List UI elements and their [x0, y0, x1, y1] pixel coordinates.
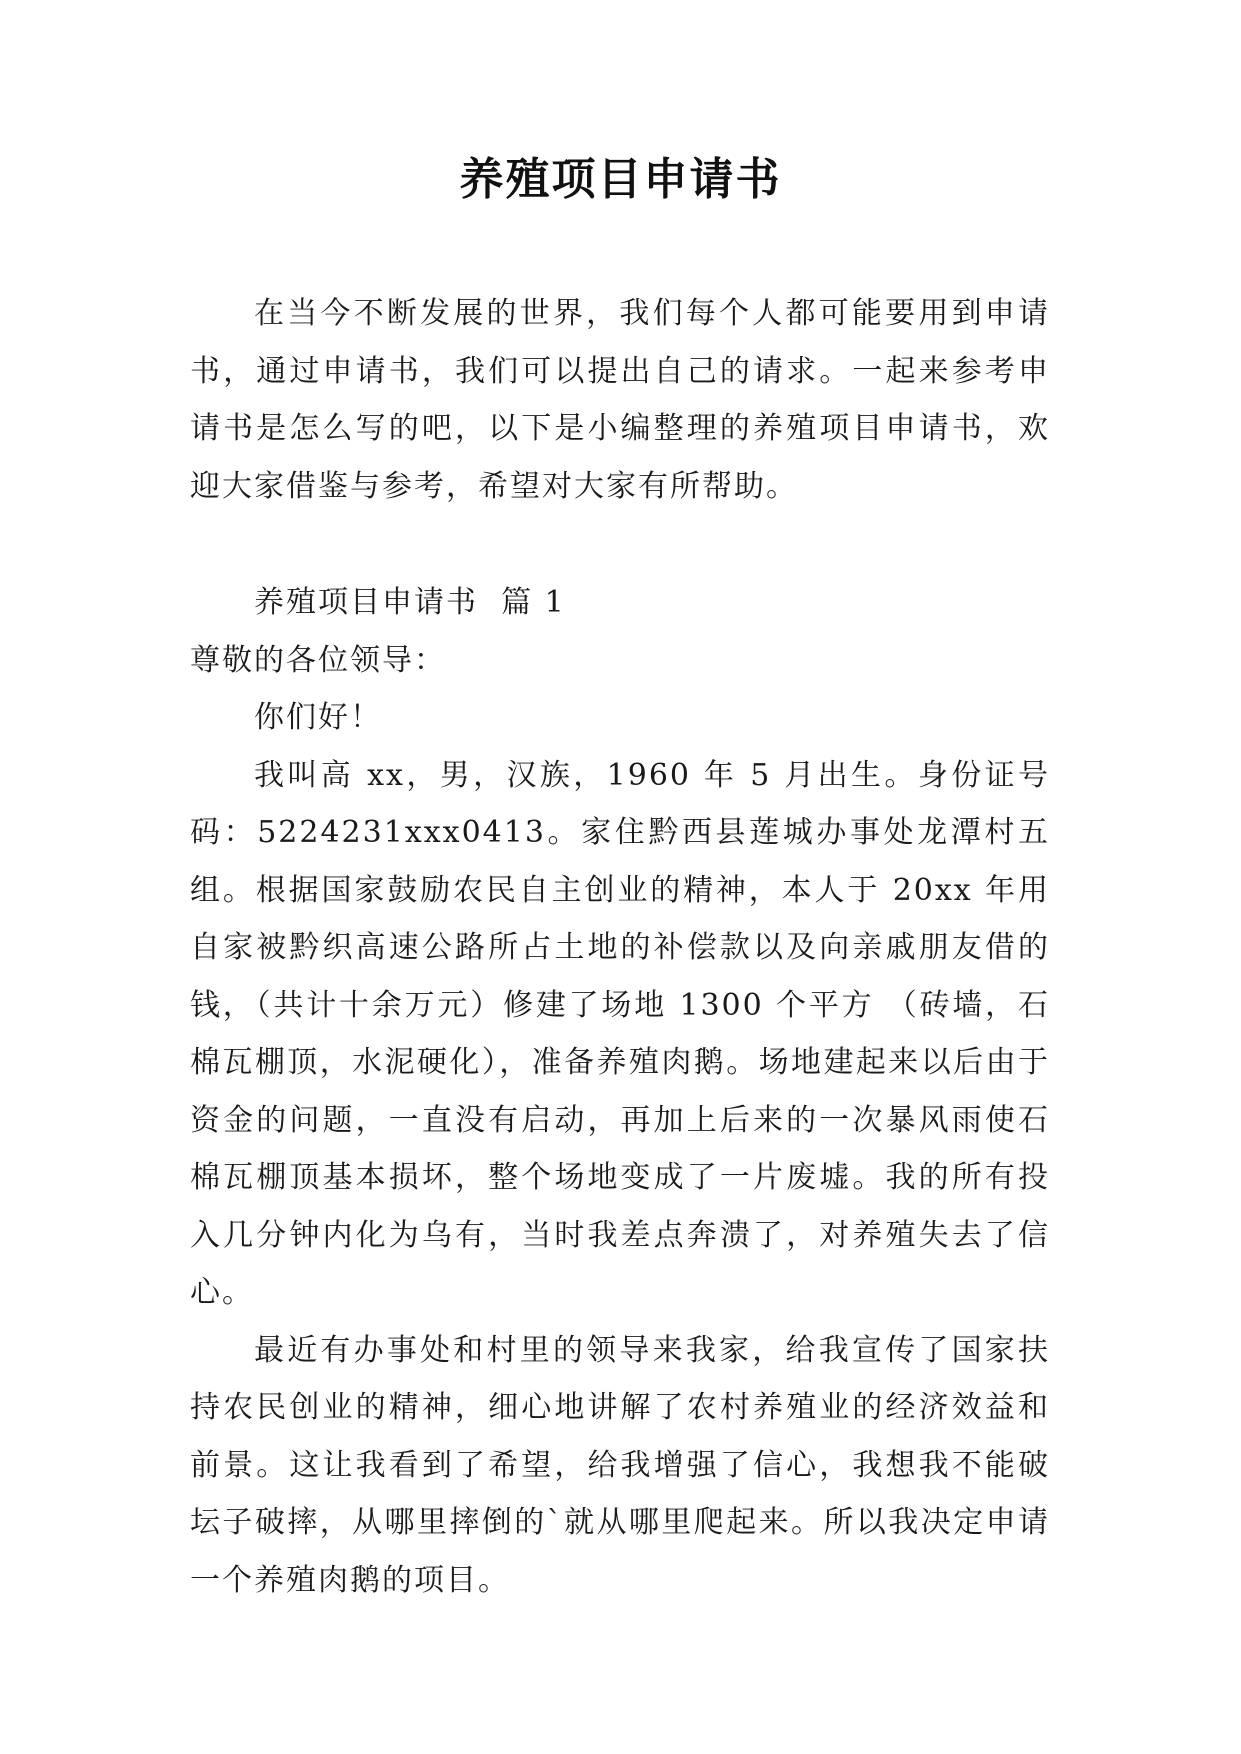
- intro-paragraph: 在当今不断发展的世界，我们每个人都可能要用到申请书，通过申请书，我们可以提出自己的请求。一起来参考申请书是怎么写的吧，以下是小编整理的养殖项目申请书，欢迎大家借鉴与参考，希望对大家有所帮助。: [190, 296, 1050, 504]
- document-title: 养殖项目申请书: [459, 154, 782, 205]
- section-heading: 养殖项目申请书 篇 1: [254, 585, 566, 620]
- section-block: [190, 574, 1050, 1609]
- intro-block: [190, 285, 1050, 515]
- salutation: 尊敬的各位领导：: [190, 642, 446, 678]
- body-paragraph-2: 最近有办事处和村里的领导来我家，给我宣传了国家扶持农民创业的精神，细心地讲解了农村养殖业的经济效益和前景。这让我看到了希望，给我增强了信心，我想我不能破坛子破摔，从哪里摔倒的`就从哪里爬起来。所以我决定申请一个养殖肉鹅的项目。: [190, 1332, 1050, 1598]
- greeting: 你们好！: [254, 700, 382, 735]
- body-paragraph-1: 我叫高 xx，男，汉族，1960 年 5 月出生。身份证号码：5224231xxx0413。家住黔西县莲城办事处龙潭村五组。根据国家鼓励农民自主创业的精神，本人于 20xx 年用自家被黔织高速公路所占土地的补偿款以及向亲戚朋友借的钱，（共计十余万元）修建了场地 1300 个平方 （砖墙，石棉瓦棚顶，水泥硬化），准备养殖肉鹅。场地建起来以后由于资金的问题，一直没有启动，再加上后来的一次暴风雨使石棉瓦棚顶基本损坏，整个场地变成了一片废墟。我的所有投入几分钟内化为乌有，当时我差点奔溃了，对养殖失去了信心。: [190, 757, 1050, 1310]
